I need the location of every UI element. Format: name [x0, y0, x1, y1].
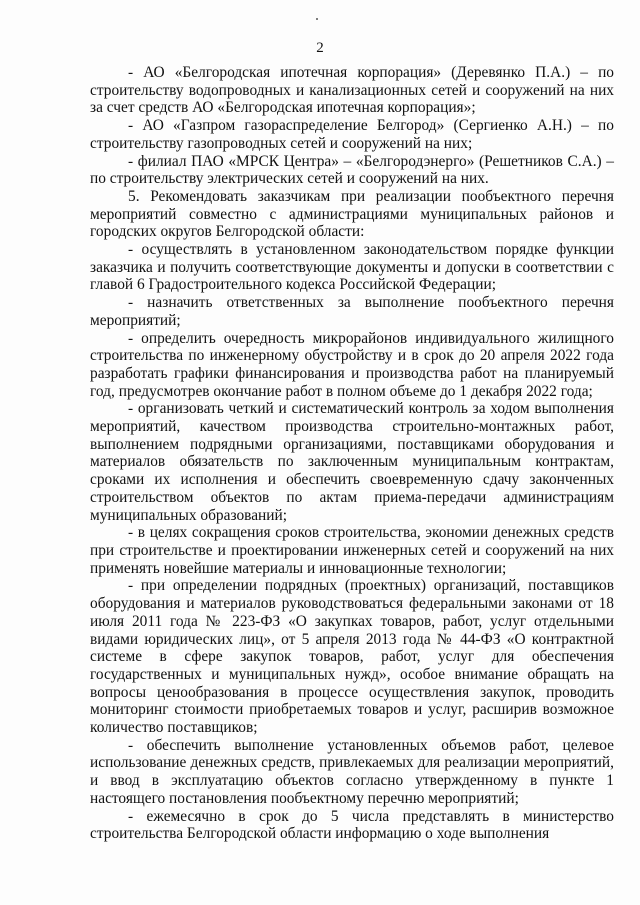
paragraph: - при определении подрядных (проектных) организаций, поставщиков оборудования и материалов руководствоваться федеральными законами от 18 июля 2011 года № 223-ФЗ «О закупках товаров, работ, услуг отдельными видами юридических лиц», от 5 апреля 2013 года № 44-ФЗ «О контрактной системе в сфере закупок товаров, работ, услуг для обеспечения государственных и муниципальных нужд», особое внимание обращать на вопросы ценообразования в процессе осуществления закупок, проводить мониторинг стоимости приобретаемых товаров и услуг, расширив возможное количество поставщиков; [90, 577, 614, 737]
scan-speck [316, 18, 318, 20]
paragraph: - осуществлять в установленном законодательством порядке функции заказчика и получить соответствующие документы и допуски в соответствии с главой 6 Градостроительного кодекса Российской Федерации; [90, 241, 614, 294]
paragraph: - в целях сокращения сроков строительства, экономии денежных средств при строительстве и проектировании инженерных сетей и сооружений на них применять новейшие материалы и инновационные технологии; [90, 524, 614, 577]
paragraph: - АО «Газпром газораспределение Белгород» (Сергиенко А.Н.) – по строительству газопроводных сетей и сооружений на них; [90, 117, 614, 152]
paragraph: - обеспечить выполнение установленных объемов работ, целевое использование денежных средств, привлекаемых для реализации мероприятий, и ввод в эксплуатацию объектов согласно утвержденному в пункте 1 настоящего постановления пообъектному перечню мероприятий; [90, 736, 614, 807]
paragraph: - ежемесячно в срок до 5 числа представлять в министерство строительства Белгородской области информацию о ходе выполнения [90, 807, 614, 843]
paragraph: - определить очередность микрорайонов индивидуального жилищного строительства по инженерному обустройству и в срок до 20 апреля 2022 года разработать графики финансирования и производства работ на планируемый год, предусмотрев окончание работ в полном объеме до 1 декабря 2022 года; [90, 329, 614, 400]
paragraph: - назначить ответственных за выполнение пообъектного перечня мероприятий; [90, 294, 614, 329]
paragraph: 5. Рекомендовать заказчикам при реализации пообъектного перечня мероприятий совместно с администрациями муниципальных районов и городских округов Белгородской области: [90, 187, 614, 241]
page-number: 2 [316, 40, 324, 56]
document-body [90, 64, 614, 843]
paragraph: - АО «Белгородская ипотечная корпорация» (Деревянко П.А.) – по строительству водопроводных и канализационных сетей и сооружений на них за счет средств АО «Белгородская ипотечная корпорация»; [90, 64, 614, 117]
paragraph: - филиал ПАО «МРСК Центра» – «Белгородэнерго» (Решетников С.А.) – по строительству электрических сетей и сооружений на них. [90, 152, 614, 188]
paragraph: - организовать четкий и систематический контроль за ходом выполнения мероприятий, качеством производства строительно-монтажных работ, выполнением подрядными организациями, поставщиками оборудования и материалов обязательств по заключенным муниципальным контрактам, сроками их исполнения и обеспечить своевременную сдачу законченных строительством объектов по актам приема-передачи администрациям муниципальных образований; [90, 400, 614, 524]
